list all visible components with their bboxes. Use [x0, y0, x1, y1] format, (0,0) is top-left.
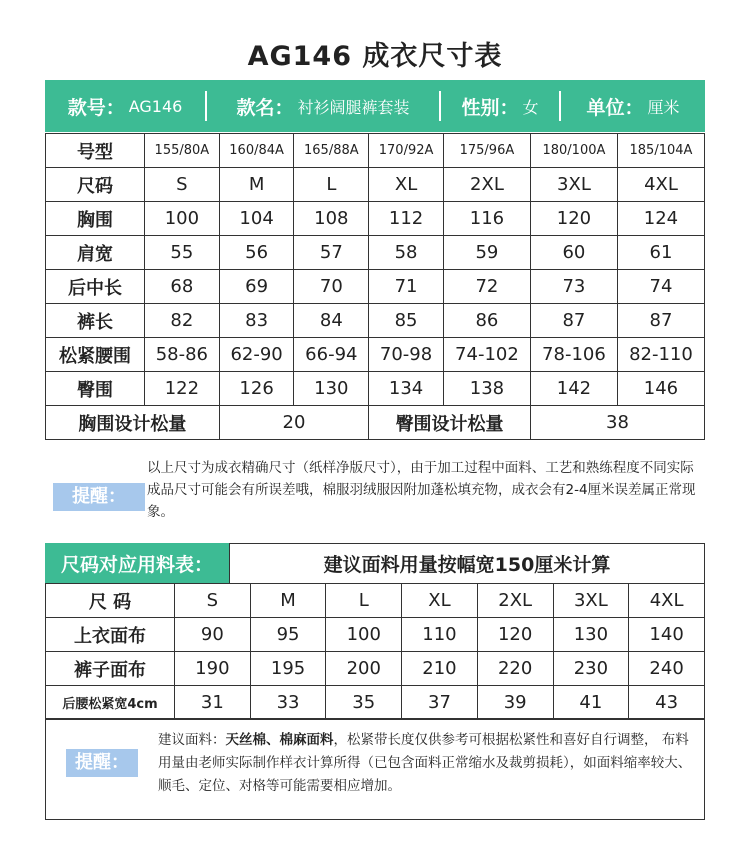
table-cell: 37 — [402, 686, 478, 720]
table-cell: 112 — [369, 202, 444, 236]
table-cell: 124 — [617, 202, 704, 236]
table-cell: 57 — [294, 236, 369, 270]
size-spec-row — [46, 134, 705, 168]
table-cell: 87 — [617, 304, 704, 338]
table-cell: 82 — [145, 304, 220, 338]
table-cell: 74 — [617, 270, 704, 304]
fabric-note — [45, 718, 705, 820]
table-cell: L — [294, 168, 369, 202]
pants-length-row — [46, 304, 705, 338]
table-cell: M — [219, 168, 294, 202]
table-cell: 120 — [530, 202, 617, 236]
table-cell: 66-94 — [294, 338, 369, 372]
note-badge: 提醒： — [53, 483, 145, 511]
style-name-label: 款名： — [236, 96, 294, 119]
gender-label: 性别： — [461, 96, 519, 119]
table-cell: 87 — [530, 304, 617, 338]
table-cell: 4XL — [629, 584, 705, 618]
table-cell: 110 — [402, 618, 478, 652]
table-cell: 138 — [443, 372, 530, 406]
table-cell: 59 — [443, 236, 530, 270]
table-cell: 43 — [629, 686, 705, 720]
table-cell: 41 — [553, 686, 629, 720]
table-cell: 73 — [530, 270, 617, 304]
table-cell: S — [145, 168, 220, 202]
chest-row — [46, 202, 705, 236]
style-number-label: 款号： — [67, 96, 125, 119]
table-cell: 39 — [477, 686, 553, 720]
table-cell: 4XL — [617, 168, 704, 202]
fabric-table — [45, 583, 705, 720]
row-label: 臀围 — [46, 372, 145, 406]
gender-value: 女 — [522, 97, 539, 117]
table-cell: 122 — [145, 372, 220, 406]
table-cell: 3XL — [530, 168, 617, 202]
table-cell: 180/100A — [530, 134, 617, 168]
table-cell: 165/88A — [294, 134, 369, 168]
hip-ease-value: 38 — [530, 406, 704, 440]
table-cell: 83 — [219, 304, 294, 338]
table-cell: 60 — [530, 236, 617, 270]
style-name-value: 衬衫阔腿裤套装 — [297, 97, 410, 117]
fabric-section-tab: 尺码对应用料表： — [45, 543, 229, 583]
table-cell: 100 — [326, 618, 402, 652]
chest-ease-label: 胸围设计松量 — [46, 406, 220, 440]
chest-ease-value: 20 — [219, 406, 368, 440]
row-label: 裤长 — [46, 304, 145, 338]
elastic-waist-row — [46, 338, 705, 372]
table-cell: 200 — [326, 652, 402, 686]
table-cell: 130 — [294, 372, 369, 406]
table-cell: 62-90 — [219, 338, 294, 372]
table-cell: 95 — [250, 618, 326, 652]
table-cell: 126 — [219, 372, 294, 406]
table-cell: XL — [402, 584, 478, 618]
table-cell: 35 — [326, 686, 402, 720]
table-cell: 160/84A — [219, 134, 294, 168]
shoulder-row — [46, 236, 705, 270]
table-cell: 2XL — [477, 584, 553, 618]
table-cell: 175/96A — [443, 134, 530, 168]
page-title: AG146 成衣尺寸表 — [247, 41, 503, 72]
table-cell: 31 — [175, 686, 251, 720]
gender — [441, 80, 559, 132]
spec-header-bar — [45, 80, 705, 132]
style-number-value: AG146 — [128, 96, 183, 116]
size-code-row — [46, 168, 705, 202]
fabric-size-row — [46, 584, 705, 618]
table-cell: 70 — [294, 270, 369, 304]
row-label: 肩宽 — [46, 236, 145, 270]
note-text: 以上尺寸为成衣精确尺寸（纸样净版尺寸），由于加工过程中面料、工艺和熟练程度不同实际成品尺寸可能会有所误差哦，棉服羽绒服因附加蓬松填充物，成衣会有2-4厘米误差属正常现象。 — [147, 460, 696, 520]
table-cell: 85 — [369, 304, 444, 338]
size-note — [45, 455, 705, 535]
row-label: 号型 — [46, 134, 145, 168]
fabric-section-heading: 建议面料用量按幅宽150厘米计算 — [229, 543, 705, 583]
note-body: ，松紧带长度仅供参考可根据松紧性和喜好自行调整， 布料用量由老师实际制作样衣计算所得（已包含面料正常缩水及裁剪损耗），如面料缩率较大、顺毛、定位、对格等可能需要相应增加。 — [158, 732, 692, 794]
table-cell: 82-110 — [617, 338, 704, 372]
table-cell: 72 — [443, 270, 530, 304]
table-cell: 69 — [219, 270, 294, 304]
table-cell: 185/104A — [617, 134, 704, 168]
table-cell: 56 — [219, 236, 294, 270]
table-cell: 142 — [530, 372, 617, 406]
top-fabric-row — [46, 618, 705, 652]
table-cell: XL — [369, 168, 444, 202]
table-cell: 104 — [219, 202, 294, 236]
table-cell: 195 — [250, 652, 326, 686]
table-cell: 146 — [617, 372, 704, 406]
table-cell: 190 — [175, 652, 251, 686]
back-length-row — [46, 270, 705, 304]
table-cell: 120 — [477, 618, 553, 652]
table-cell: 230 — [553, 652, 629, 686]
table-cell: 2XL — [443, 168, 530, 202]
table-cell: L — [326, 584, 402, 618]
table-cell: 155/80A — [145, 134, 220, 168]
recommended-fabrics: 天丝棉、棉麻面料 — [225, 732, 334, 748]
table-cell: 210 — [402, 652, 478, 686]
table-cell: 90 — [175, 618, 251, 652]
style-number — [45, 80, 205, 132]
table-cell: 58 — [369, 236, 444, 270]
table-cell: 134 — [369, 372, 444, 406]
unit-value: 厘米 — [647, 97, 680, 117]
row-label: 松紧腰围 — [46, 338, 145, 372]
fabric-note-text — [158, 729, 694, 798]
row-label: 后腰松紧宽4cm — [46, 686, 175, 720]
table-cell: 170/92A — [369, 134, 444, 168]
table-cell: 86 — [443, 304, 530, 338]
table-cell: 74-102 — [443, 338, 530, 372]
size-table — [45, 133, 705, 440]
table-cell: 61 — [617, 236, 704, 270]
row-label: 尺码 — [46, 168, 145, 202]
ease-row — [46, 406, 705, 440]
table-cell: 220 — [477, 652, 553, 686]
unit — [561, 80, 705, 132]
note-badge: 提醒： — [66, 749, 138, 777]
table-cell: 140 — [629, 618, 705, 652]
hip-row — [46, 372, 705, 406]
back-waist-elastic-row — [46, 686, 705, 720]
row-label: 胸围 — [46, 202, 145, 236]
table-cell: 240 — [629, 652, 705, 686]
row-label: 上衣面布 — [46, 618, 175, 652]
table-cell: 130 — [553, 618, 629, 652]
table-cell: 58-86 — [145, 338, 220, 372]
table-cell: S — [175, 584, 251, 618]
table-cell: 84 — [294, 304, 369, 338]
style-name — [207, 80, 439, 132]
table-cell: M — [250, 584, 326, 618]
row-label: 裤子面布 — [46, 652, 175, 686]
table-cell: 78-106 — [530, 338, 617, 372]
row-label: 尺 码 — [46, 584, 175, 618]
hip-ease-label: 臀围设计松量 — [369, 406, 531, 440]
row-label: 后中长 — [46, 270, 145, 304]
note-prefix: 建议面料： — [158, 732, 226, 748]
pants-fabric-row — [46, 652, 705, 686]
table-cell: 70-98 — [369, 338, 444, 372]
unit-label: 单位： — [586, 96, 644, 119]
table-cell: 33 — [250, 686, 326, 720]
table-cell: 100 — [145, 202, 220, 236]
table-cell: 116 — [443, 202, 530, 236]
table-cell: 108 — [294, 202, 369, 236]
table-cell: 3XL — [553, 584, 629, 618]
table-cell: 71 — [369, 270, 444, 304]
table-cell: 55 — [145, 236, 220, 270]
table-cell: 68 — [145, 270, 220, 304]
